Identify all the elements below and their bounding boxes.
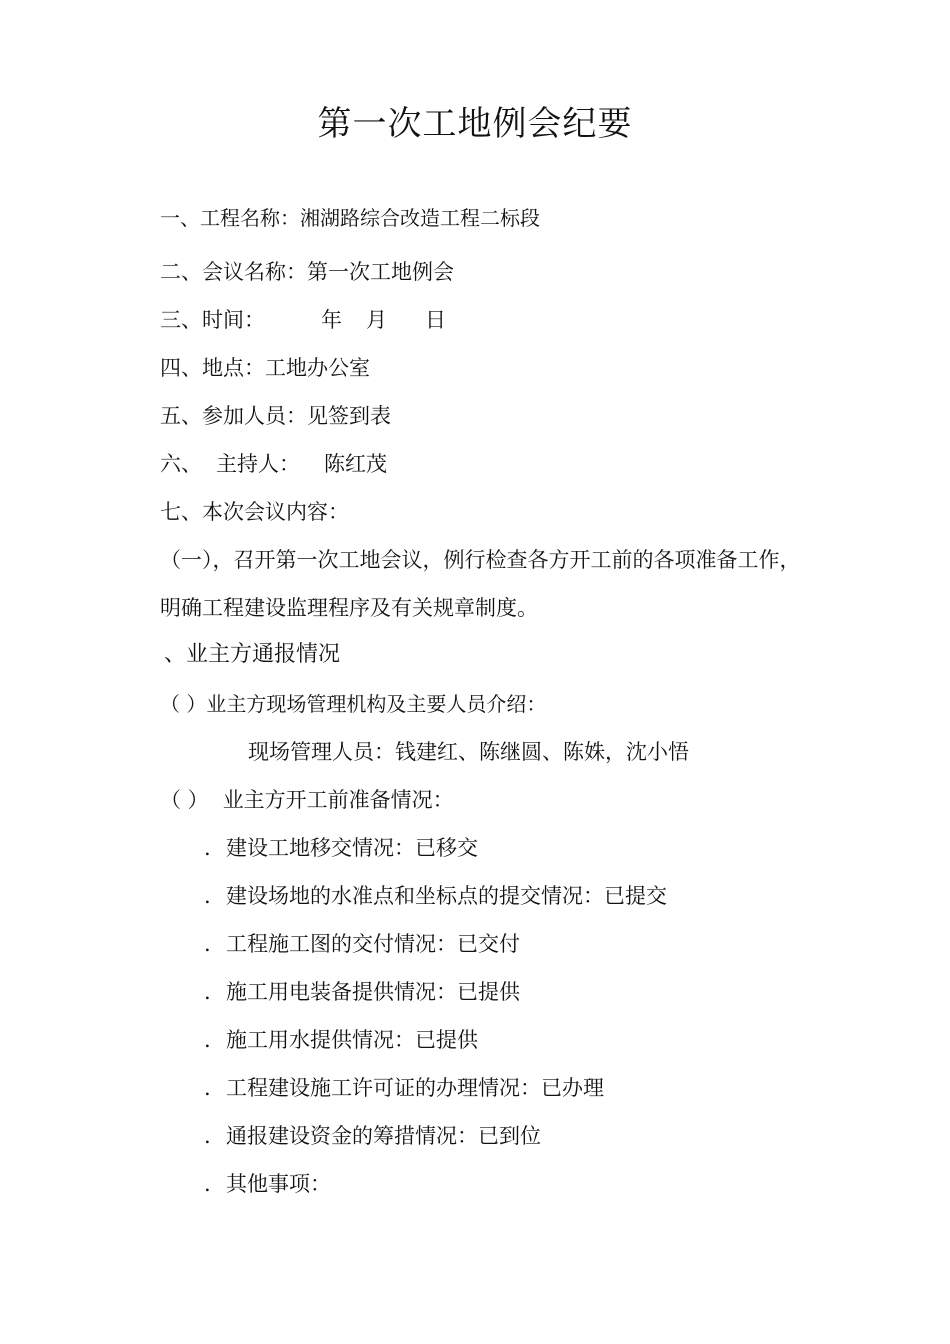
- owner-sub2-line: [160, 785, 454, 815]
- point-bullet: .: [204, 980, 211, 1004]
- owner-point-5: [204, 1025, 478, 1055]
- host-role: 主持人：: [216, 452, 300, 476]
- point-bullet: .: [204, 884, 211, 908]
- point-text: 工程建设施工许可证的办理情况：已办理: [226, 1076, 604, 1100]
- time-year: 年: [321, 308, 342, 332]
- document-title: 第一次工地例会纪要: [317, 104, 633, 144]
- owner-point-3: [204, 929, 520, 959]
- owner-point-8: [204, 1169, 331, 1199]
- section-one-line2: 明确工程建设监理程序及有关规章制度。: [160, 596, 538, 620]
- owner-sub2-marker: （ ）: [160, 788, 209, 812]
- point-bullet: .: [204, 1076, 211, 1100]
- point-bullet: .: [204, 1124, 211, 1148]
- attendees-line: 五、参加人员：见签到表: [160, 404, 391, 428]
- host-label: 六、: [160, 452, 202, 476]
- point-bullet: .: [204, 1028, 211, 1052]
- host-name: 陈红茂: [324, 452, 387, 476]
- host-line: [160, 449, 387, 479]
- time-line: [160, 305, 446, 335]
- point-bullet: .: [204, 836, 211, 860]
- owner-point-1: [204, 833, 478, 863]
- owner-sub1-text: 业主方现场管理机构及主要人员介绍：: [206, 692, 547, 716]
- owner-point-6: [204, 1073, 604, 1103]
- point-text: 施工用水提供情况：已提供: [226, 1028, 478, 1052]
- time-label: 三、时间：: [160, 308, 265, 332]
- owner-report-heading: 、业主方通报情况: [164, 642, 341, 667]
- owner-sub2-text: 业主方开工前准备情况：: [222, 788, 454, 812]
- time-month: 月: [366, 308, 387, 332]
- owner-point-4: [204, 977, 520, 1007]
- owner-point-2: [204, 881, 667, 911]
- owner-point-7: [204, 1121, 541, 1151]
- point-text: 其他事项：: [226, 1172, 331, 1196]
- meeting-name-line: 二、会议名称：第一次工地例会: [160, 260, 454, 284]
- point-bullet: .: [204, 932, 211, 956]
- owner-sub1-line: [160, 689, 546, 719]
- point-text: 通报建设资金的筹措情况：已到位: [226, 1124, 541, 1148]
- section-one-line1: （一），召开第一次工地会议，例行检查各方开工前的各项准备工作，: [160, 548, 801, 572]
- project-name-line: 一、工程名称：湘湖路综合改造工程二标段: [160, 206, 540, 230]
- location-line: 四、地点：工地办公室: [160, 356, 370, 380]
- owner-sub1-marker: （ ）: [160, 692, 207, 716]
- content-heading: 七、本次会议内容：: [160, 500, 349, 524]
- point-text: 施工用电装备提供情况：已提供: [226, 980, 520, 1004]
- time-day: 日: [425, 308, 446, 332]
- point-text: 建设场地的水准点和坐标点的提交情况：已提交: [226, 884, 667, 908]
- point-text: 建设工地移交情况：已移交: [226, 836, 478, 860]
- owner-staff-line: 现场管理人员：钱建红、陈继圆、陈姝，沈小悟: [248, 740, 689, 764]
- point-bullet: .: [204, 1172, 211, 1196]
- point-text: 工程施工图的交付情况：已交付: [226, 932, 520, 956]
